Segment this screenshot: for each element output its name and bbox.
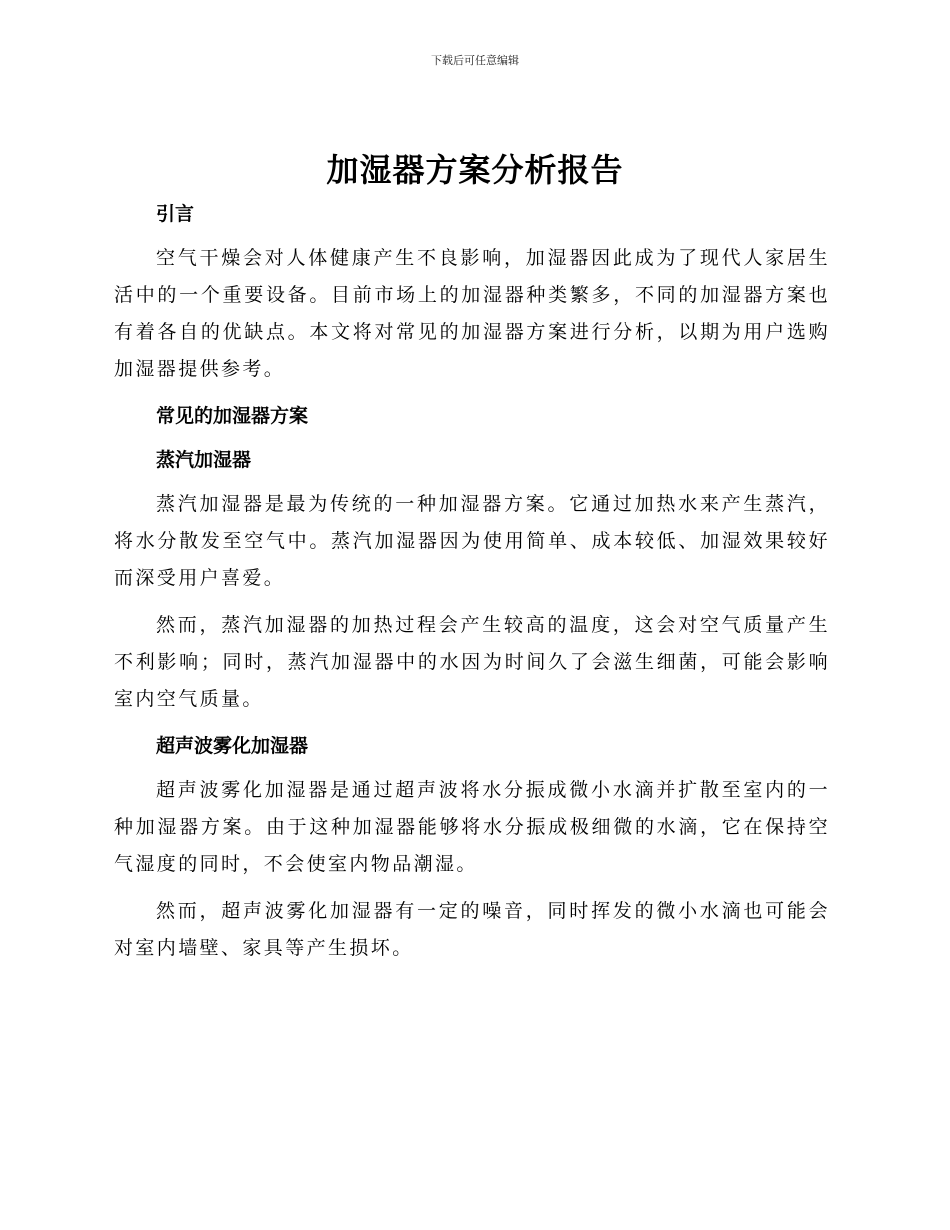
document-body bbox=[114, 196, 830, 967]
document-title: 加湿器方案分析报告 bbox=[326, 151, 624, 189]
section-heading-common-solutions: 常见的加湿器方案 bbox=[156, 405, 309, 427]
running-header: 下载后可任意编辑 bbox=[431, 54, 519, 67]
section-heading-intro: 引言 bbox=[156, 203, 195, 225]
section-heading-steam: 蒸汽加湿器 bbox=[156, 449, 252, 471]
section-heading-ultrasonic: 超声波雾化加湿器 bbox=[156, 735, 309, 757]
paragraph-intro-1: 空气干燥会对人体健康产生不良影响，加湿器因此成为了现代人家居生活中的一个重要设备。目前市场上的加湿器种类繁多，不同的加湿器方案也有着各自的优缺点。本文将对常见的加湿器方案进行分析，以期为用户选购加湿器提供参考。 bbox=[114, 247, 830, 380]
paragraph-steam-2: 然而，蒸汽加湿器的加热过程会产生较高的温度，这会对空气质量产生不利影响；同时，蒸汽加湿器中的水因为时间久了会滋生细菌，可能会影响室内空气质量。 bbox=[114, 614, 830, 710]
paragraph-ultrasonic-2: 然而，超声波雾化加湿器有一定的噪音，同时挥发的微小水滴也可能会对室内墙壁、家具等产生损坏。 bbox=[114, 900, 830, 959]
paragraph-ultrasonic-1: 超声波雾化加湿器是通过超声波将水分振成微小水滴并扩散至室内的一种加湿器方案。由于这种加湿器能够将水分振成极细微的水滴，它在保持空气湿度的同时，不会使室内物品潮湿。 bbox=[114, 779, 830, 875]
paragraph-steam-1: 蒸汽加湿器是最为传统的一种加湿器方案。它通过加热水来产生蒸汽，将水分散发至空气中。蒸汽加湿器因为使用简单、成本较低、加湿效果较好而深受用户喜爱。 bbox=[114, 493, 830, 589]
